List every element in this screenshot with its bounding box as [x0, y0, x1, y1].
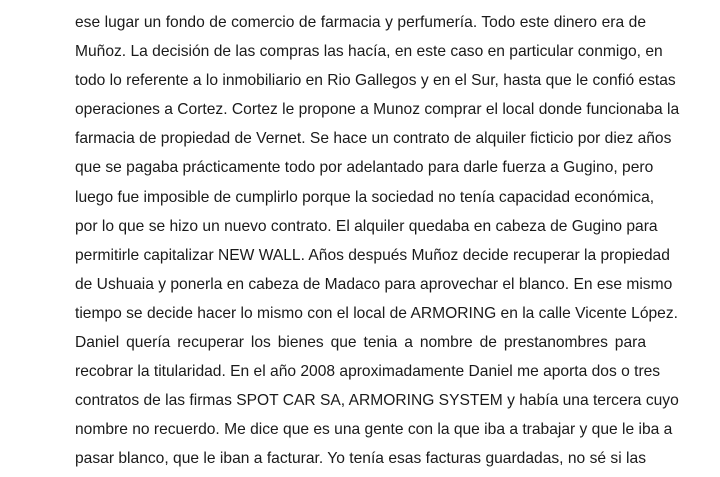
body-paragraph	[75, 8, 680, 474]
text-line: nombre no recuerdo. Me dice que es una gente con la que iba a trabajar y que le iba a	[75, 421, 673, 439]
text-line: farmacia de propiedad de Vernet. Se hace un contrato de alquiler ficticio por diez años	[75, 130, 672, 148]
text-line: por lo que se hizo un nuevo contrato. El alquiler quedaba en cabeza de Gugino para	[75, 217, 658, 235]
text-line: permitirle capitalizar NEW WALL. Años después Muñoz decide recuperar la propiedad	[75, 246, 670, 264]
text-line: de Ushuaia y ponerla en cabeza de Madaco para aprovechar el blanco. En ese mismo	[75, 275, 673, 293]
text-line: Muñoz. La decisión de las compras las hacía, en este caso en particular conmigo, en	[75, 43, 663, 61]
text-line: operaciones a Cortez. Cortez le propone a Munoz comprar el local donde funcionaba la	[75, 101, 680, 119]
text-line: pasar blanco, que le iban a facturar. Yo tenía esas facturas guardadas, no sé si las	[75, 450, 646, 468]
text-line: que se pagaba prácticamente todo por adelantado para darle fuerza a Gugino, pero	[75, 159, 654, 177]
text-line: tiempo se decide hacer lo mismo con el local de ARMORING en la calle Vicente López.	[75, 304, 678, 322]
text-line: Daniel quería recuperar los bienes que tenia a nombre de prestanombres para	[75, 334, 646, 352]
text-line: contratos de las firmas SPOT CAR SA, ARMORING SYSTEM y había una tercera cuyo	[75, 392, 679, 410]
text-line: luego fue imposible de cumplirlo porque la sociedad no tenía capacidad económica,	[75, 188, 655, 206]
text-line: ese lugar un fondo de comercio de farmacia y perfumería. Todo este dinero era de	[75, 14, 646, 31]
text-line: recobrar la titularidad. En el año 2008 aproximadamente Daniel me aporta dos o tres	[75, 363, 661, 381]
text-line: todo lo referente a lo inmobiliario en Rio Gallegos y en el Sur, hasta que le confió estas	[75, 72, 676, 90]
